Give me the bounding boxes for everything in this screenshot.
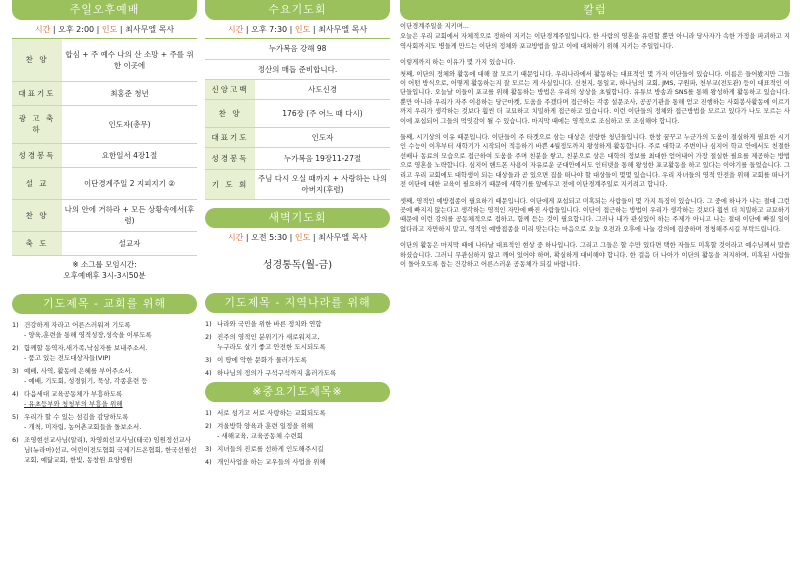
table-row: 누가복음 강해 98 — [205, 39, 390, 59]
sunday-section — [12, 0, 197, 468]
list-item: 1) 서로 섬기고 서로 사랑하는 교회되도록 — [205, 408, 326, 417]
dawn-title: 새벽기도회 — [205, 208, 390, 228]
table-row: 광 고 축 하 인도자(총무) — [12, 105, 197, 143]
list-item: 3) 지녀들의 진로를 선하게 인도해주시길 — [205, 444, 324, 453]
small-group-note: ※ 소그룹 모임시간: 오후예배후 3시-3시50분 — [63, 259, 146, 280]
column-paragraph: 첫째, 이단의 정체와 활동에 대해 잘 모르기 때문입니다. 우리나라에서 활동하는 대표적인 몇 가지 이단들이 있습니다. 이름은 들어봤지만 그들이 어떤 방식으로, 어떻게 활동하는지 잘 모르는 게 사실입니다. 신천지, 통일교, 하나님의 교회, JMS, 구원파, 천부교(전도관) 등이 대표적인 이단들입니다. 오늘날 이들이 포교를 위해 활동하는 방법은 우리의 상상을 초월합니다. 유튜브 방송과 SNS를 통해 왕성하게 활동하고 있습니다. 뿐만 아니라 우리가 자주 이용하는 당근마켓, 도움을 주겠다며 접근하는 각종 설문조사, 공공기관을 통해 얻고 진행하는 사회봉사활동에 이르기까지 우리가 생각하는 것보다 훨씬 더 교묘하고 치밀하게 접근하고 있습니다. 이런 이단들의 정체와 접근방법을 모르고 있다가 나도 모르는 사이에 포섭되어 그들의 먹잇감이 될 수 있습니다. 마지막 때에는 영적으로 조심하고 또 조심해야 합니다. — [400, 70, 790, 125]
table-row: 찬 양 합심 + 주 예수 나의 산 소망 + 주를 위한 이곳에 — [12, 39, 197, 81]
column-paragraph: 둘째, 시기상의 이유 때문입니다. 이단들이 주 타겟으로 삼는 대상은 선량한 청년들입니다. 한창 꿈꾸고 누군가의 도움이 절실하게 필요한 시기인 수능이 이후부터 새학기가 시작되어 적응하기 바쁜 4월정도까지 왕성하게 활동합니다. 주로 대학교 주변이나 심지어 학교 안에서도 친절한 선배나 동료의 모습으로 접근하여 도움을 주며 친분을 쌓고, 친분으로 상은 대학의 정보를 최대한 얻어내어 가장 절실한 필요를 제공하는 방법으로 영혼을 노략합니다. 심지어 핸드폰 사용이 자유로운 군대안에서도 인터넷을 통해 왕성한 포교활동을 하고 있다는 이야기를 들었습니다. 그리고 우리 교회에도 대학생이 되는 대상들과 곧 있으면 집을 떠나야 할 대상들이 몇몇 있습니다. 우리 자녀들의 영적 안전을 위해 교회를 떠나기 전 이단에 대한 교육이 필요하기 때문에 새학기를 앞에두고 전에 이단경계주일로 지키려고 합니다. — [400, 134, 790, 189]
column-heading: 이단경계주일을 지키며... — [400, 23, 469, 30]
prayer-nation-title: 기도제목 - 지역나라를 위해 — [205, 293, 390, 313]
list-item: 3) 예배, 사역, 활동에 은혜를 부어주소서. - 예배, 기도회, 성경읽기, 묵상, 각종훈련 등 — [12, 366, 148, 385]
list-item: 1) 나라와 국민을 위한 바른 정치와 연합 — [205, 319, 322, 328]
column-section — [400, 0, 790, 276]
prayer-church-list — [12, 314, 197, 465]
prayer-church-title: 기도제목 - 교회를 위해 — [12, 294, 197, 314]
table-row: 찬 양 176장 (주 어느 때 다시) — [205, 99, 390, 127]
list-item: 3) 이 땅에 악한 문화가 물러가도록 — [205, 355, 307, 364]
sunday-order-table — [12, 39, 197, 256]
table-row: 대표기도 최홍준 청년 — [12, 81, 197, 105]
list-item: 5) 우리가 할 수 있는 섬김을 감당하도록 - 개척, 미자립, 농어촌교회들을 돌보소서. — [12, 412, 142, 431]
column-paragraph: 오늘은 우리 교회에서 자체적으로 정하여 지키는 이단경계주일입니다. 한 사람의 영혼을 유린할 뿐만 아니라 당사자가 속한 가정을 파괴하고 지역사회까지도 병들게 만드는 이단의 정체와 포교방법을 알고 이에 대처하기 위해 지키는 주일입니다. — [400, 33, 790, 50]
list-item: 2) 함께할 동역자,새가족,낙심자를 보내주소서. - 품고 있는 전도대상자들(VIP) — [12, 343, 148, 362]
table-row: 정산의 매듭 준비합니다. — [205, 59, 390, 79]
table-row: 찬 양 나의 안에 거하라 + 모든 상황속에서(후렴) — [12, 199, 197, 231]
prayer-nation-list — [205, 313, 390, 378]
table-row: 축 도 설교자 — [12, 231, 197, 255]
table-row: 성경봉독 누가복음 19장11-27절 — [205, 147, 390, 169]
list-item: 2) 겨울방학 양육과 훈련 일정을 위해 - 새해교육, 교육공동체 수련회 — [205, 421, 314, 440]
list-item: 4) 다음세대 교육공동체가 부흥하도록 - 유초등부와 청청부의 부흥을 위해 — [12, 389, 123, 408]
dawn-info: 시간 | 오전 5:30 | 인도 | 최사무엘 목사 — [227, 232, 368, 242]
list-item: 1) 건강하게 자라고 어른스러워져 기도록 - 양육,훈련을 통해 영적성장,성숙을 이루도록 — [12, 320, 152, 339]
table-row: 성경봉독 요한일서 4장1절 — [12, 143, 197, 167]
column-paragraph: 이렇게까지 하는 이유가 몇 가지 있습니다. — [400, 59, 516, 67]
column-title: 칼럼 — [400, 0, 790, 20]
table-row: 대표기도 인도자 — [205, 127, 390, 147]
table-row: 설 교 이단경계주일 2 지피지기 ② — [12, 167, 197, 199]
wednesday-section — [205, 0, 390, 470]
dawn-text: 성경통독(월-금) — [262, 259, 333, 271]
column-paragraph: 셋째, 영적인 예방접종이 필요하기 때문입니다. 이단에게 포섭되고 미혹되는 사람들이 몇 가지 특징이 있습니다. 그 중에 하나가 나는 절대 그런 곳에 빠지지 않는다고 생각하는 영적인 자만에 빠진 사람들입니다. 이단이 접근하는 방법이 우리가 생각하는 것보다 훨씬 더 치밀하고 교묘하기 때문에 이런 강의를 공동체적으로 접하고, 함께 듣는 것이 필요합니다. 그러나 내가 관심있어 하는 주제가 아니고 나는 절대 이단에 빠질 일이 없다라고 자만하지 말고, 영적인 예방접종을 미리 맞는다는 마음으로 오늘 오전과 오후에 나눌 강의에 집중하며 경청해주시길 부탁드립니다. — [400, 197, 790, 233]
sunday-info: 시간 | 오후 2:00 | 인도 | 최사무엘 목사 — [12, 20, 197, 39]
sunday-title: 주일오후예배 — [12, 0, 197, 20]
column-paragraph: 이단의 활동은 마지막 때에 나타날 대표적인 현상 중 하나입니다. 그리고 그들은 할 수만 있다면 택한 자들도 미혹할 것이라고 예수님께서 말씀하셨습니다. 그러니 무관심하지 않고 깨어 있어야 하며, 확실하게 대비해야 합니다. 한 걸음 더 나아가 이단의 활동을 저지하며, 미혹된 사람들이 돌아오도록 돕는 건강하고 어른스러운 공동체가 되길 바랍니다. — [400, 242, 790, 268]
important-prayer-title: ※중요기도제목※ — [205, 382, 390, 402]
important-prayer-list — [205, 402, 390, 467]
wednesday-order-table — [205, 39, 390, 200]
list-item: 4) 개인사업을 하는 교우들의 사업을 위해 — [205, 457, 326, 466]
list-item: 4) 하나님의 정의가 구석구석까지 흘러가도록 — [205, 368, 337, 377]
wednesday-info: 시간 | 오후 7:30 | 인도 | 최사무엘 목사 — [205, 20, 390, 39]
list-item: 2) 진주의 영적인 분위기가 새로워지고, 누구라도 살기 좋고 안전한 도시되도록 — [205, 332, 326, 351]
wednesday-title: 수요기도회 — [205, 0, 390, 20]
table-row: 기 도 회 주님 다시 오실 때까지 + 사랑하는 나의 아버지(후렴) — [205, 169, 390, 199]
list-item: 6) 조영현선교사님(알리), 차영희선교사님(태국) 임원정선교사님(뉴라마)선교, 어린이전도협회 국제기드온협회, 한국선원선교회, 예닮교회, 한빛, 동창원 요양병원 — [12, 435, 197, 464]
table-row: 신앙고백 사도신경 — [205, 79, 390, 99]
